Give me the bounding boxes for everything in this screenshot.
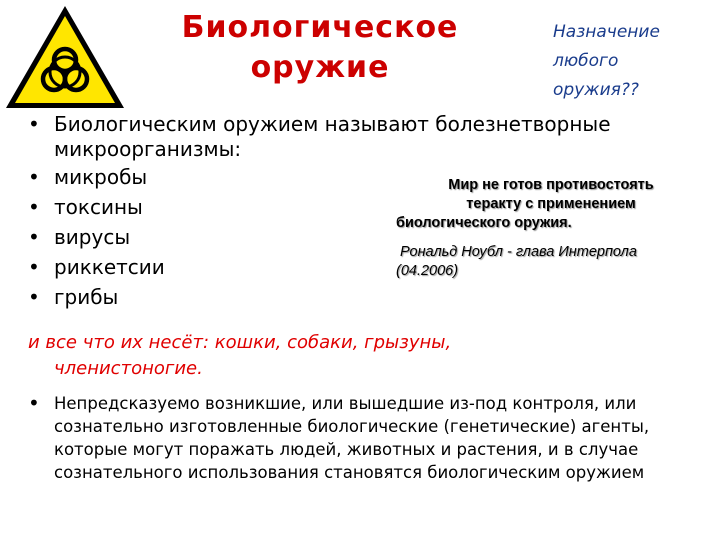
bullet-text: грибы [54, 285, 119, 309]
bullet-text: микробы [54, 165, 148, 189]
bullet-dot-icon: • [28, 255, 40, 279]
quote-block [396, 176, 706, 281]
quote-author-line-2: (04.2006) [396, 263, 459, 279]
bullet-text: вирусы [54, 225, 131, 249]
biohazard-warning-icon [2, 2, 128, 112]
bullet-dot-icon: • [28, 225, 40, 249]
definition-text: Непредсказуемо возникшие, или вышедшие из-под контроля, или сознательно изготовленные биологические (генетические) агенты, которые могут поражать людей, животных и растения, и в случае сознательного использования становятся биологическим оружием [54, 394, 650, 482]
definition-bullet [28, 392, 708, 484]
bullet-dot-icon: • [28, 285, 40, 309]
carriers-line-1: и все что их несёт: кошки, собаки, грызуны, [28, 332, 452, 353]
slide-title [160, 8, 480, 88]
corner-note-line-2: любого [553, 51, 619, 71]
bullet-text: риккетсии [54, 255, 165, 279]
quote-author-line-1: Рональд Ноубл - глава Интерпола [400, 244, 637, 260]
quote-line-1: Мир не готов противостоять [448, 177, 654, 193]
corner-note-line-1: Назначение [553, 22, 660, 42]
title-line-1: Биологическое [181, 10, 459, 45]
list-item [28, 282, 708, 312]
corner-note [553, 18, 718, 105]
list-item [28, 112, 708, 162]
bullet-dot-icon: • [28, 391, 40, 415]
carriers-note [28, 330, 628, 382]
quote-author [396, 243, 706, 281]
quote-line-2: теракту с применением [466, 196, 636, 212]
bullet-dot-icon: • [28, 112, 40, 136]
bullet-text: токсины [54, 195, 143, 219]
quote-text [396, 176, 706, 233]
bullet-dot-icon: • [28, 195, 40, 219]
quote-line-3: биологического оружия. [396, 215, 572, 231]
bullet-text: Биологическим оружием называют болезнетворные микроорганизмы: [54, 112, 611, 161]
title-line-2: оружие [250, 50, 390, 85]
carriers-line-2: членистоногие. [54, 358, 203, 379]
bullet-dot-icon: • [28, 165, 40, 189]
corner-note-line-3: оружия?? [553, 80, 639, 100]
